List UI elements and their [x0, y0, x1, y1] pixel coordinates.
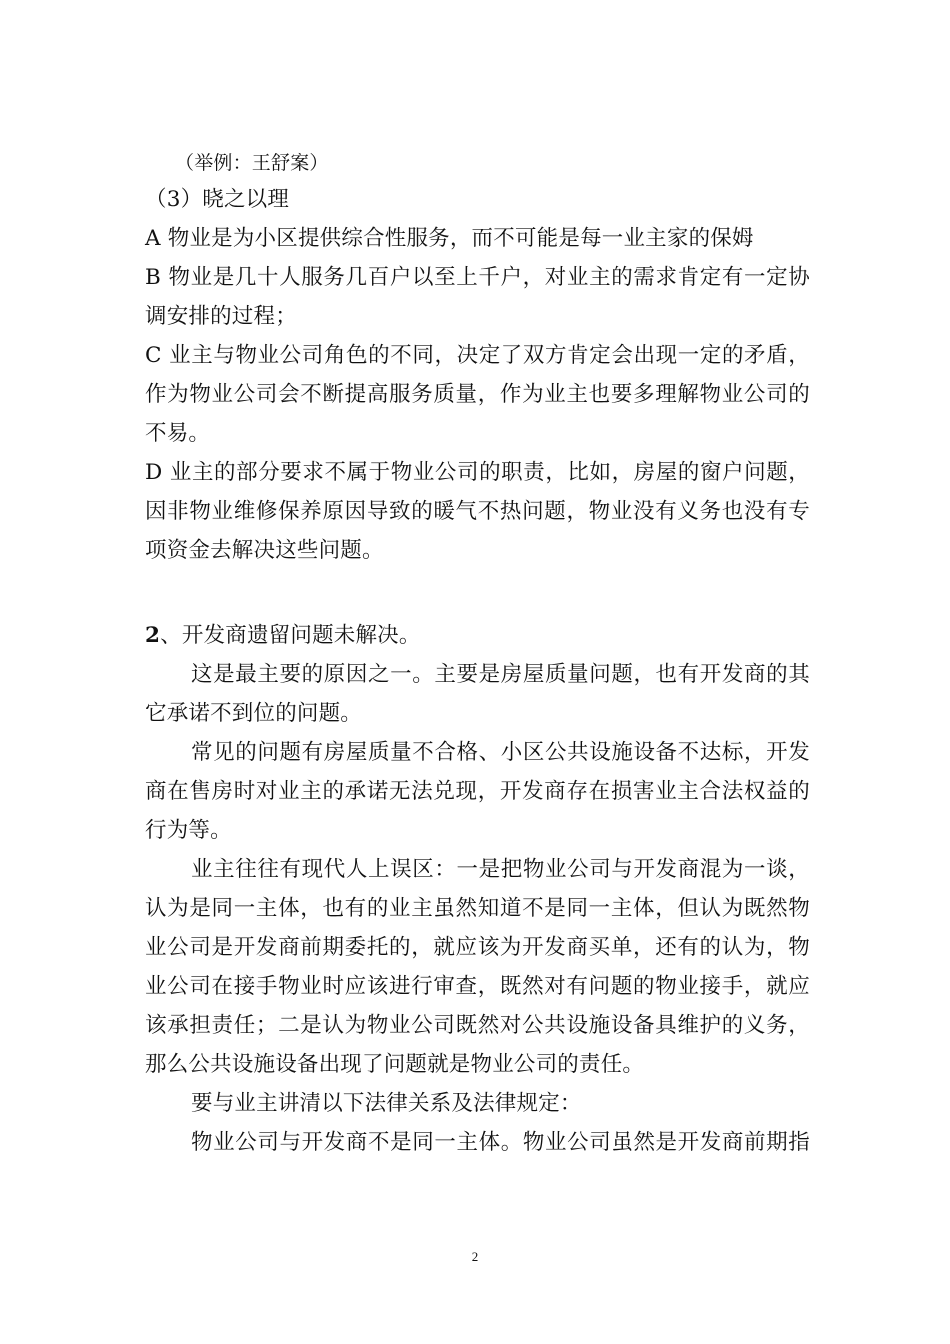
para2-line: 商在售房时对业主的承诺无法兑现，开发商存在损害业主合法权益的	[145, 779, 810, 804]
para3-line: 那么公共设施设备出现了问题就是物业公司的责任。	[145, 1052, 645, 1077]
item-c-line: C 业主与物业公司角色的不同，决定了双方肯定会出现一定的矛盾，	[145, 343, 810, 368]
para2-line: 常见的问题有房屋质量不合格、小区公共设施设备不达标，开发	[191, 740, 810, 765]
item-c-line: 不易。	[145, 421, 211, 446]
body-paragraphs	[145, 655, 810, 1162]
item-d-line: 项资金去解决这些问题。	[145, 538, 384, 563]
para1-line: 它承诺不到位的问题。	[145, 701, 363, 726]
page-number: 2	[471, 1249, 479, 1264]
item-b-line: 调安排的过程；	[145, 304, 297, 329]
item-a-line: A 物业是为小区提供综合性服务，而不可能是每一业主家的保姆	[145, 226, 754, 251]
example-note: （举例：王舒案）	[175, 152, 329, 174]
section-3	[145, 180, 810, 570]
heading-2-number: 2	[145, 623, 161, 648]
heading-2	[145, 616, 810, 655]
para1-line: 这是最主要的原因之一。主要是房屋质量问题，也有开发商的其	[191, 662, 810, 687]
section-3-heading: （3）晓之以理	[145, 187, 290, 212]
para2-line: 行为等。	[145, 818, 232, 843]
para3-line: 业公司在接手物业时应该进行审查，既然对有问题的物业接手，就应	[145, 974, 810, 999]
heading-2-text: 、开发商遗留问题未解决。	[160, 623, 421, 648]
item-b-line: B 物业是几十人服务几百户以至上千户，对业主的需求肯定有一定协	[145, 265, 810, 290]
para3-line: 业主往往有现代人上误区：一是把物业公司与开发商混为一谈，	[191, 857, 810, 882]
para5-line: 物业公司与开发商不是同一主体。物业公司虽然是开发商前期指	[191, 1130, 810, 1155]
para3-line: 业公司是开发商前期委托的，就应该为开发商买单，还有的认为，物	[145, 935, 810, 960]
para4-line: 要与业主讲清以下法律关系及法律规定：	[191, 1091, 582, 1116]
para3-line: 认为是同一主体，也有的业主虽然知道不是同一主体，但认为既然物	[145, 896, 810, 921]
item-d-line: D 业主的部分要求不属于物业公司的职责，比如，房屋的窗户问题，	[145, 460, 810, 485]
item-c-line: 作为物业公司会不断提高服务质量，作为业主也要多理解物业公司的	[145, 382, 810, 407]
example-note-block	[145, 144, 810, 183]
item-d-line: 因非物业维修保养原因导致的暖气不热问题，物业没有义务也没有专	[145, 499, 810, 524]
heading-2-line	[145, 616, 810, 655]
para3-line: 该承担责任；二是认为物业公司既然对公共设施设备具维护的义务，	[145, 1013, 810, 1038]
